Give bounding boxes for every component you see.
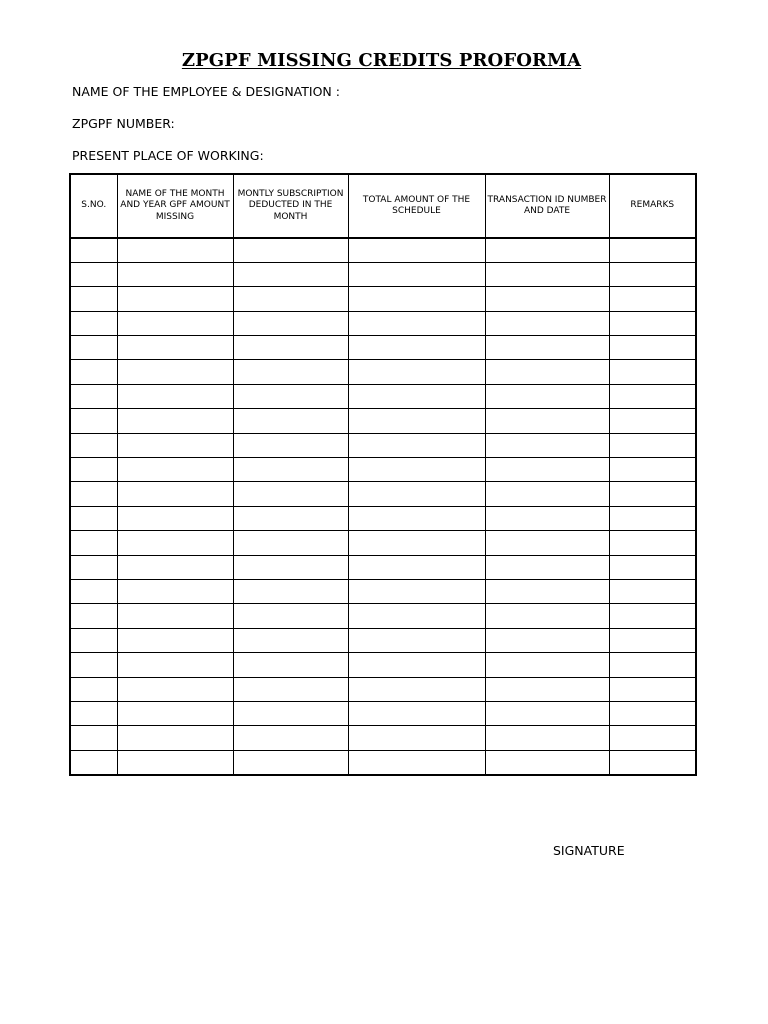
- table-cell: [609, 604, 696, 628]
- table-row: [70, 311, 696, 335]
- table-cell: [70, 506, 117, 530]
- table-cell: [117, 604, 233, 628]
- table-cell: [70, 311, 117, 335]
- table-cell: [117, 506, 233, 530]
- table-row: [70, 433, 696, 457]
- missing-credits-table: [69, 173, 697, 776]
- table-cell: [117, 701, 233, 725]
- table-cell: [233, 506, 348, 530]
- table-cell: [348, 336, 485, 360]
- table-cell: [117, 726, 233, 750]
- table-cell: [348, 311, 485, 335]
- table-cell: [233, 750, 348, 774]
- table-cell: [485, 384, 609, 408]
- table-cell: [233, 677, 348, 701]
- table-cell: [609, 287, 696, 311]
- header-remarks: REMARKS: [609, 174, 696, 238]
- table-cell: [348, 701, 485, 725]
- table-row: [70, 262, 696, 286]
- table-cell: [485, 604, 609, 628]
- table-cell: [233, 531, 348, 555]
- header-total-amount: TOTAL AMOUNT OF THE SCHEDULE: [348, 174, 485, 238]
- table-cell: [348, 384, 485, 408]
- table-cell: [609, 384, 696, 408]
- header-transaction-id: TRANSACTION ID NUMBER AND DATE: [485, 174, 609, 238]
- table-row: [70, 287, 696, 311]
- table-cell: [485, 506, 609, 530]
- table-cell: [348, 726, 485, 750]
- table-cell: [117, 531, 233, 555]
- table-cell: [117, 653, 233, 677]
- header-month-year-missing: NAME OF THE MONTH AND YEAR GPF AMOUNT MISSING: [117, 174, 233, 238]
- table-cell: [609, 262, 696, 286]
- table-cell: [117, 311, 233, 335]
- table-cell: [485, 701, 609, 725]
- table-cell: [70, 701, 117, 725]
- table-cell: [348, 482, 485, 506]
- table-cell: [233, 628, 348, 652]
- table-cell: [70, 384, 117, 408]
- table-cell: [233, 579, 348, 603]
- table-row: [70, 531, 696, 555]
- table-cell: [70, 336, 117, 360]
- table-cell: [609, 433, 696, 457]
- header-sno: S.NO.: [70, 174, 117, 238]
- table-cell: [609, 653, 696, 677]
- table-cell: [348, 677, 485, 701]
- table-cell: [485, 555, 609, 579]
- table-cell: [609, 726, 696, 750]
- table-cell: [70, 555, 117, 579]
- table-cell: [485, 262, 609, 286]
- table-cell: [609, 628, 696, 652]
- table-row: [70, 750, 696, 774]
- table-cell: [485, 726, 609, 750]
- table-cell: [233, 555, 348, 579]
- table-cell: [233, 482, 348, 506]
- table-cell: [348, 287, 485, 311]
- table-cell: [117, 482, 233, 506]
- table-row: [70, 384, 696, 408]
- table-row: [70, 555, 696, 579]
- table-cell: [485, 482, 609, 506]
- table-cell: [233, 238, 348, 262]
- table-cell: [233, 360, 348, 384]
- header-monthly-subscription: MONTLY SUBSCRIPTION DEDUCTED IN THE MONTH: [233, 174, 348, 238]
- signature-label: SIGNATURE: [553, 843, 625, 858]
- table-cell: [117, 555, 233, 579]
- table-cell: [70, 360, 117, 384]
- table-cell: [348, 238, 485, 262]
- table-cell: [485, 579, 609, 603]
- table-cell: [70, 604, 117, 628]
- table-cell: [233, 384, 348, 408]
- zpgpf-number-field: ZPGPF NUMBER:: [72, 116, 175, 131]
- table-cell: [117, 750, 233, 774]
- table-row: [70, 336, 696, 360]
- document-title: ZPGPF MISSING CREDITS PROFORMA: [181, 50, 582, 71]
- table-cell: [233, 336, 348, 360]
- table-row: [70, 506, 696, 530]
- table-cell: [117, 287, 233, 311]
- table-cell: [485, 677, 609, 701]
- table-cell: [348, 506, 485, 530]
- table-row: [70, 238, 696, 262]
- table-body: [70, 238, 696, 775]
- table-cell: [609, 336, 696, 360]
- table-cell: [233, 653, 348, 677]
- table-cell: [70, 531, 117, 555]
- table-cell: [233, 287, 348, 311]
- table-cell: [70, 628, 117, 652]
- table-row: [70, 628, 696, 652]
- table-cell: [609, 506, 696, 530]
- table-row: [70, 701, 696, 725]
- table-cell: [233, 262, 348, 286]
- table-cell: [117, 409, 233, 433]
- table-cell: [609, 531, 696, 555]
- table-cell: [609, 360, 696, 384]
- table-row: [70, 579, 696, 603]
- table-header-row: [70, 174, 696, 238]
- table-cell: [609, 311, 696, 335]
- table-cell: [609, 555, 696, 579]
- table-row: [70, 653, 696, 677]
- table-cell: [233, 311, 348, 335]
- table-cell: [348, 750, 485, 774]
- table-cell: [609, 750, 696, 774]
- table-cell: [70, 238, 117, 262]
- table-row: [70, 458, 696, 482]
- table-cell: [117, 262, 233, 286]
- table-row: [70, 677, 696, 701]
- table-cell: [485, 458, 609, 482]
- table-cell: [485, 433, 609, 457]
- table-cell: [485, 287, 609, 311]
- table-cell: [348, 360, 485, 384]
- table-cell: [70, 262, 117, 286]
- table-cell: [485, 311, 609, 335]
- table-cell: [70, 458, 117, 482]
- table-cell: [70, 287, 117, 311]
- table-cell: [348, 579, 485, 603]
- table-row: [70, 409, 696, 433]
- present-place-of-working-field: PRESENT PLACE OF WORKING:: [72, 148, 264, 163]
- table-cell: [233, 726, 348, 750]
- table-cell: [609, 579, 696, 603]
- table-cell: [348, 409, 485, 433]
- table-cell: [70, 726, 117, 750]
- table-cell: [485, 750, 609, 774]
- table-cell: [117, 433, 233, 457]
- table-cell: [233, 409, 348, 433]
- table-cell: [485, 360, 609, 384]
- table-cell: [70, 409, 117, 433]
- table-cell: [348, 458, 485, 482]
- table-cell: [348, 262, 485, 286]
- table-cell: [348, 433, 485, 457]
- table-cell: [233, 701, 348, 725]
- table-cell: [348, 628, 485, 652]
- table-cell: [117, 360, 233, 384]
- table-cell: [70, 482, 117, 506]
- table-cell: [485, 409, 609, 433]
- table-cell: [609, 482, 696, 506]
- table-cell: [117, 384, 233, 408]
- table-cell: [609, 701, 696, 725]
- table-cell: [609, 458, 696, 482]
- table-cell: [117, 579, 233, 603]
- table-cell: [233, 458, 348, 482]
- table-cell: [70, 653, 117, 677]
- table-cell: [233, 604, 348, 628]
- table-cell: [609, 677, 696, 701]
- table-cell: [348, 555, 485, 579]
- table-cell: [70, 579, 117, 603]
- table-cell: [348, 531, 485, 555]
- table-cell: [485, 238, 609, 262]
- table-cell: [117, 238, 233, 262]
- table-cell: [609, 409, 696, 433]
- table-cell: [70, 433, 117, 457]
- table-cell: [348, 653, 485, 677]
- table-cell: [233, 433, 348, 457]
- table-cell: [485, 531, 609, 555]
- table-cell: [70, 750, 117, 774]
- table-cell: [485, 336, 609, 360]
- table-cell: [485, 628, 609, 652]
- table-row: [70, 604, 696, 628]
- table-cell: [117, 628, 233, 652]
- table-cell: [70, 677, 117, 701]
- table-row: [70, 482, 696, 506]
- table-row: [70, 360, 696, 384]
- table-cell: [348, 604, 485, 628]
- table-cell: [485, 653, 609, 677]
- table-cell: [117, 458, 233, 482]
- table-row: [70, 726, 696, 750]
- table-cell: [609, 238, 696, 262]
- employee-name-designation-field: NAME OF THE EMPLOYEE & DESIGNATION :: [72, 84, 340, 99]
- table-cell: [117, 336, 233, 360]
- table-cell: [117, 677, 233, 701]
